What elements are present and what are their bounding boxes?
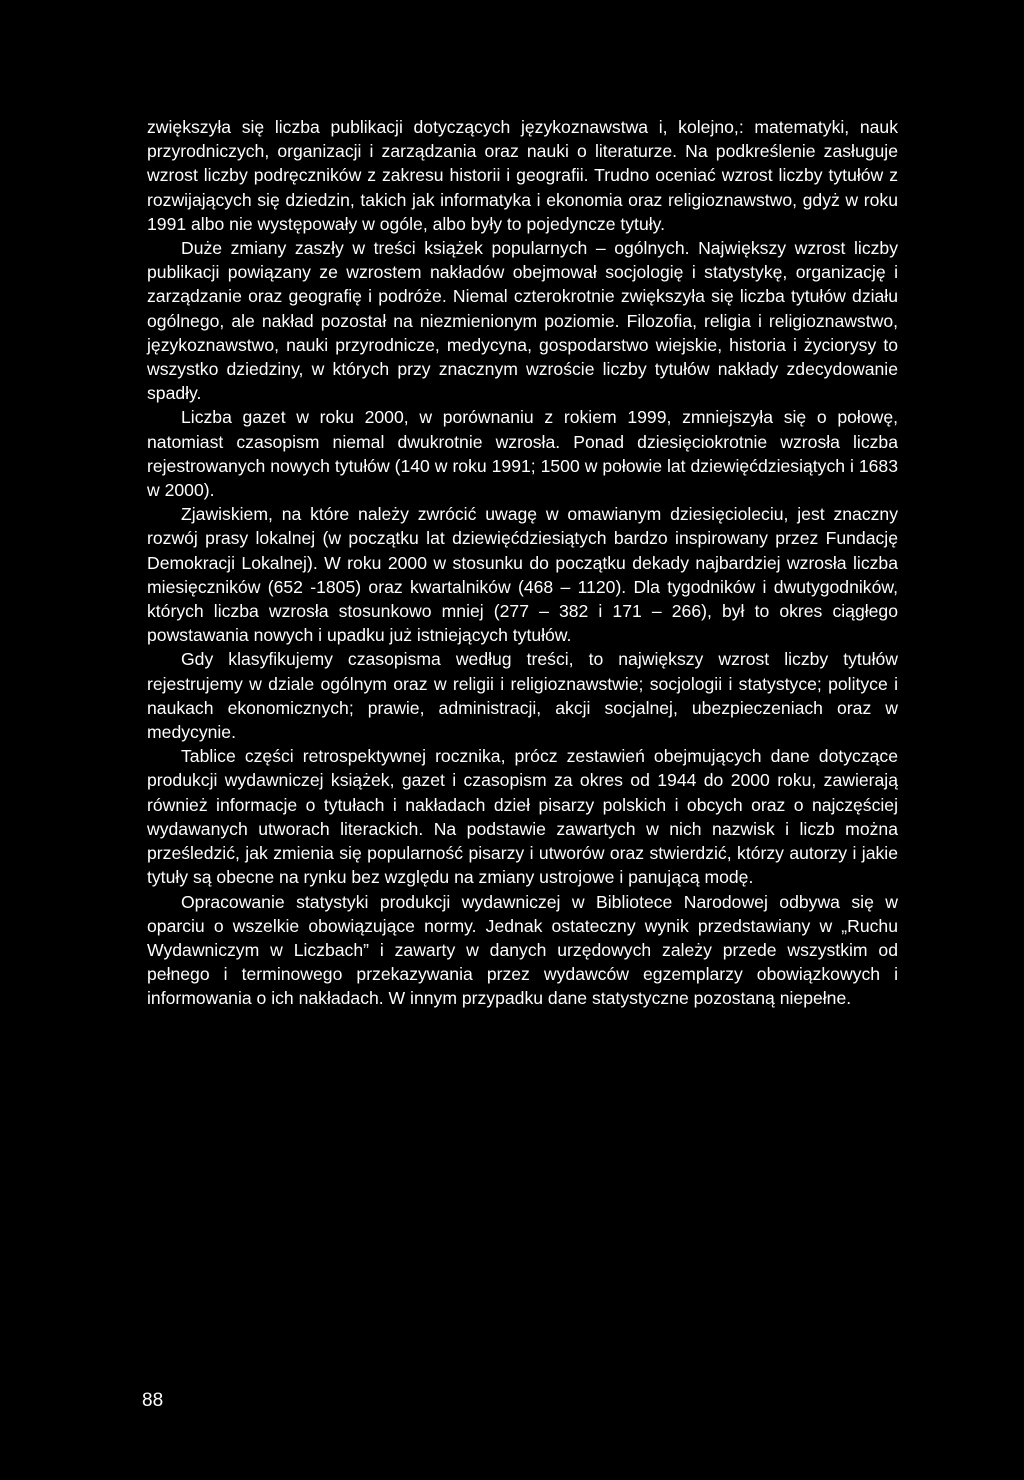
paragraph-5: Gdy klasyfikujemy czasopisma według treści, to największy wzrost liczby tytułów rejestrujemy w dziale ogólnym oraz w religii i religioznawstwie; socjologii i statystyce; polityce i naukach ekonomicznych; prawie, administracji, akcji socjalnej, ubezpieczeniach oraz w medycynie. [147, 649, 898, 743]
body-text [147, 115, 898, 1011]
paragraph-6: Tablice części retrospektywnej rocznika, prócz zestawień obejmujących dane dotyczące produkcji wydawniczej książek, gazet i czasopism za okres od 1944 do 2000 roku, zawierają również informacje o tytułach i nakładach dzieł pisarzy polskich i obcych oraz o najczęściej wydawanych utworach literackich. Na podstawie zawartych w nich nazwisk i liczb można prześledzić, jak zmienia się popularność pisarzy i utworów oraz stwierdzić, którzy autorzy i jakie tytuły są obecne na rynku bez względu na zmiany ustrojowe i panującą modę. [147, 746, 898, 888]
paragraph-7: Opracowanie statystyki produkcji wydawniczej w Bibliotece Narodowej odbywa się w oparciu o wszelkie obowiązujące normy. Jednak ostateczny wynik przedstawiany w „Ruchu Wydawniczym w Liczbach” i zawarty w danych urzędowych zależy przede wszystkim od pełnego i terminowego przekazywania przez wydawców egzemplarzy obowiązkowych i informowania o ich nakładach. W innym przypadku dane statystyczne pozostaną niepełne. [147, 891, 898, 1009]
paragraph-1: zwiększyła się liczba publikacji dotyczących językoznawstwa i, kolejno,: matematyki, nauk przyrodniczych, organizacji i zarządzania oraz nauki o literaturze. Na podkreślenie zasługuje wzrost liczby podręczników z zakresu historii i geografii. Trudno oceniać wzrost liczby tytułów z rozwijających się dziedzin, takich jak informatyka i ekonomia oraz religioznawstwo, gdyż w roku 1991 albo nie występowały w ogóle, albo były to pojedyncze tytuły. [147, 117, 898, 234]
paragraph-2: Duże zmiany zaszły w treści książek popularnych – ogólnych. Największy wzrost liczby publikacji powiązany ze wzrostem nakładów obejmował socjologię i statystykę, organizację i zarządzanie oraz geografię i podróże. Niemal czterokrotnie zwiększyła się liczba tytułów działu ogólnego, ale nakład pozostał na niezmienionym poziomie. Filozofia, religia i religioznawstwo, językoznawstwo, nauki przyrodnicze, medycyna, gospodarstwo wiejskie, historia i życiorysy to wszystko dziedziny, w których przy znacznym wzroście liczby tytułów nakłady zdecydowanie spadły. [147, 238, 898, 404]
page-number: 88 [142, 1390, 164, 1411]
paragraph-3: Liczba gazet w roku 2000, w porównaniu z rokiem 1999, zmniejszyła się o połowę, natomiast czasopism niemal dwukrotnie wzrosła. Ponad dziesięciokrotnie wzrosła liczba rejestrowanych nowych tytułów (140 w roku 1991; 1500 w połowie lat dziewięćdziesiątych i 1683 w 2000). [147, 407, 898, 501]
paragraph-4: Zjawiskiem, na które należy zwrócić uwagę w omawianym dziesięcioleciu, jest znaczny rozwój prasy lokalnej (w początku lat dziewięćdziesiątych bardzo inspirowany przez Fundację Demokracji Lokalnej). W roku 2000 w stosunku do początku dekady najbardziej wzrosła liczba miesięczników (652 -1805) oraz kwartalników (468 – 1120). Dla tygodników i dwutygodników, których liczba wzrosła stosunkowo mniej (277 – 382 i 171 – 266), był to okres ciągłego powstawania nowych i upadku już istniejących tytułów. [147, 504, 898, 646]
